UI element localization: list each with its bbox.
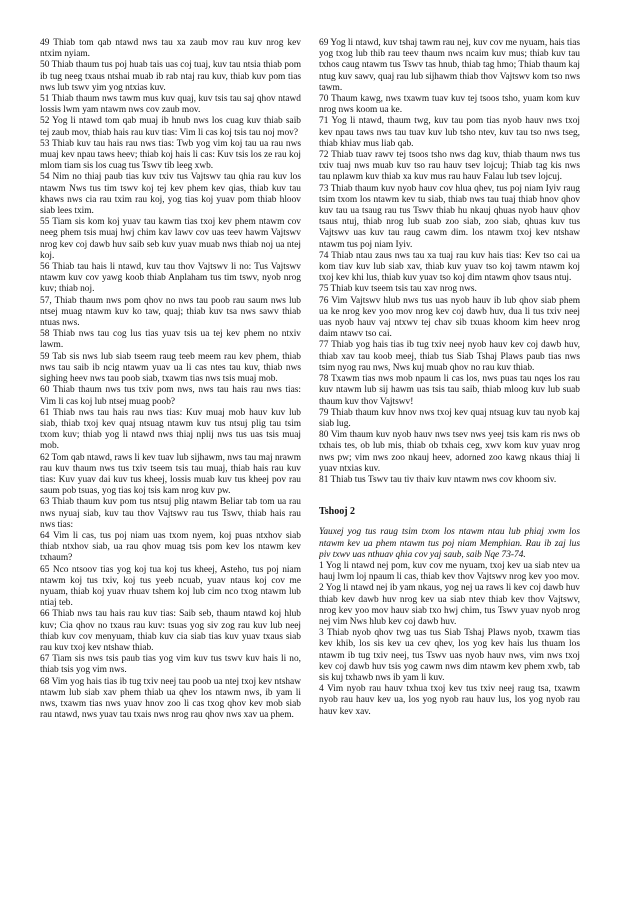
verse: 77 Thiab yog hais tias ib tug txiv neej nyob hauv kev coj dawb huv, thiab xav tau koob meej, thiab tus Siab Tshaj Plaws paub tias nws tsim nyog rau nws, Nws kuj muab qhov no rau kuv thiab. (319, 340, 580, 373)
verse: 75 Thiab kuv tseem tsis tau xav nrog nws. (319, 284, 477, 295)
chapter-title: Tshooj 2 (319, 506, 356, 518)
verse: 71 Yog li ntawd, thaum twg, kuv tau pom tias nyob hauv nws txoj kev npau taws nws tau tuav kuv lub tsho ntev, kuv tau tso nws tseg, thiab khiav mus liab qab. (319, 116, 580, 149)
verse: 50 Thiab thaum tus poj huab tais uas coj tuaj, kuv tau ntsia thiab pom ib tug neeg txaus ntshai muab ib rab ntaj rau kuv, thiab kuv pom tias nws lub tswv yim yog ntxias kuv. (40, 60, 301, 93)
right-column (319, 38, 580, 902)
verse: 63 Thiab thaum kuv pom tus ntsuj plig ntawm Beliar tab tom ua rau nws nyuaj siab, kuv tau thov Vajtswv rau tus Tswv, thiab hais rau nws tias: (40, 497, 301, 530)
verse: 54 Nim no thiaj paub tias kuv txiv tus Vajtswv tau qhia rau kuv los ntawm Nws tus tim tswv koj tej kev phem kev qias, thiab kuv tau khaws nws cia rau txim rau koj, yog tias koj yuav pom thiab hloov siab lees txim. (40, 172, 301, 217)
chapter-intro: Yauxej yog tus raug tsim txom los ntawm ntau lub phiaj xwm los ntawm kev ua phem ntawm tus poj niam Memphian. Rau ib zaj lus piv txwv uas nthuav qhia cov yaj saub, saib Nqe 73-74. (319, 527, 580, 560)
verse: 49 Thiab tom qab ntawd nws tau xa zaub mov rau kuv nrog kev ntxim nyiam. (40, 38, 301, 60)
verse: 81 Thiab tus Tswv tau tiv thaiv kuv ntawm nws cov khoom siv. (319, 474, 557, 485)
verse: 2 Yog li ntawd nej ib yam nkaus, yog nej ua raws li kev coj dawb huv thiab kev dawb huv nrog kev ua siab ntev thiab kev thov Vajtswv, nrog kev yoo mov hauv siab txo hwj chim, tus Tswv yuav nyob nrog nej vim Nws hlub kev coj dawb huv. (319, 583, 580, 627)
verse: 65 Nco ntsoov tias yog koj tua koj tus kheej, Asteho, tus poj niam ntawm koj tus txiv, koj tus yeeb ncuab, yuav ntaus koj cov me nyuam, thiab koj yuav rhuav tshem koj lub cim nco txog ntawm lub ntiaj teb. (40, 564, 301, 609)
verse: 69 Yog li ntawd, kuv tshaj tawm rau nej, kuv cov me nyuam, hais tias yog txog lub thib rau teev thaum nws ncaim kuv mus; thiab kuv tau txhos caug ntawm tus Tswv tas hnub, thiab tag hmo; Thiab thaum kaj ntug kuv sawv, quaj rau lub sijhawm thiab thov Vajtswv kom tso nws tawm. (319, 38, 580, 93)
verse: 74 Thiab ntau zaus nws tau xa tuaj rau kuv hais tias: Kev tso cai ua kom tiav kuv lub siab xav, thiab kuv yuav tso koj tawm ntawm koj txoj kev khi lus, thiab kuv yuav tso koj dim ntawm qhov tsaus ntuj. (319, 250, 580, 284)
verse: 3 Thiab nyob qhov twg uas tus Siab Tshaj Plaws nyob, txawm tias kev khib, los sis kev ua cev qhev, los yog kev hais lus thuam los ntawm ib tug txiv neej, tus Tswv uas nyob hauv nws, vim nws txoj kev coj dawb huv tsis yog cawm nws dim ntawm kev phem xwb, tab sis kuj txhawb nws ib yam li kuv. (319, 628, 580, 683)
verse: 58 Thiab nws tau cog lus tias yuav tsis ua tej kev phem no ntxiv lawm. (40, 329, 301, 351)
left-column (40, 38, 301, 902)
verse: 72 Thiab tuav rawv tej tsoos tsho nws dag kuv, thiab thaum nws tus txiv tuaj nws muab kuv tso rau hauv tsev lojcuj; Thiab tag kis nws tau nplawm kuv thiab xa kuv mus rau hauv Falau lub tsev lojcuj. (319, 150, 580, 183)
verse: 1 Yog li ntawd nej pom, kuv cov me nyuam, txoj kev ua siab ntev ua hauj lwm loj npaum li cas, thiab kev thov Vajtswv nrog kev yoo mov. (319, 560, 580, 583)
verse: 56 Thiab tau hais li ntawd, kuv tau thov Vajtswv li no: Tus Vajtswv ntawm kuv cov yawg koob thiab Anplaham tus tim tswv, nyob nrog kuv; thiab noj. (40, 262, 301, 295)
verse: 80 Vim thaum kuv nyob hauv nws tsev nws yeej tsis kam ris nws ob txhais tes, ob lub mis, thiab ob txhais ceg, xwv kom kuv yuav nrog nws pw; vim nws zoo nkauj heev, adorned zoo kawg nkaus thiaj li yuav ntxias kuv. (319, 430, 580, 474)
verse: 57, Thiab thaum nws pom qhov no nws tau poob rau saum nws lub ntsej muag ntawm kuv ko taw, quaj; thiab kuv tsa nws sawv thiab ntuas nws. (40, 295, 301, 329)
verse: 76 Vim Vajtswv hlub nws tus uas nyob hauv ib lub qhov siab phem ua ke nrog kev yoo mov nrog kev coj dawb huv, dua li tus txiv neej uas nyob hauv vaj ntxwv tej chav sib txuas khoom kim heev nrog daim ntawv tso cai. (319, 295, 580, 340)
verse: 79 Thiab thaum kuv hnov nws txoj kev quaj ntsuag kuv tau nyob kaj siab lug. (319, 407, 580, 429)
verse: 4 Vim nyob rau hauv txhua txoj kev tus txiv neej raug tsa, txawm nyob rau hauv kev ua, los yog nyob rau hauv lus, los yog nyob rau hauv kev xav. (319, 684, 580, 717)
verse: 59 Tab sis nws lub siab tseem raug teeb meem rau kev phem, thiab nws tau saib ib ncig ntawm yuav ua li cas ntes tau kuv, thiab nws sighing heev nws tau poob siab, txawm tias nws tsis muaj mob. (40, 351, 301, 385)
verse: 62 Tom qab ntawd, raws li kev tuav lub sijhawm, nws tau maj nrawm rau kuv thaum nws tus txiv tseem tsis tau muaj, thiab hais rau kuv tias: Kuv yuav dai kuv tus kheej, lossis muab kuv tus kheej pov rau saum pob tsuas, yog tias koj tsis kam nrog kuv pw. (40, 452, 301, 497)
verse: 53 Thiab kuv tau hais rau nws tias: Twb yog vim koj tau ua rau nws muaj kev npau taws heev; thiab koj hais li cas: Kuv tsis los ze rau koj mlom tiam sis los cuag tus Tswv tib leeg xwb. (40, 138, 301, 172)
verse: 66 Thiab nws tau hais rau kuv tias: Saib seb, thaum ntawd koj hlub kuv; Cia qhov no txaus rau kuv: tsuas yog siv zog rau kuv lub neej thiab kuv cov menyuam, thiab kuv cia siab tias kuv yuav txaus siab rau kuv txoj kev ntshaw thiab. (40, 609, 301, 653)
verse: 64 Vim li cas, tus poj niam uas txom nyem, koj puas ntxhov siab thiab ntxhov siab, ua rau qhov muag tsis pom kev los ntawm kev txhaum? (40, 530, 301, 564)
verse: 52 Yog li ntawd tom qab muaj ib hnub nws los cuag kuv thiab saib tej zaub mov, thiab hais rau kuv tias: Vim li cas koj tsis tau noj mov? (40, 116, 301, 138)
verse: 78 Txawm tias nws mob npaum li cas los, nws puas tau nqes los rau kuv ntawm lub sij hawm uas tsis tau saib, thiab mloog kuv lub suab thaum kuv thov Vajtswv! (319, 374, 580, 407)
verse: 61 Thiab nws tau hais rau nws tias: Kuv muaj mob hauv kuv lub siab, thiab txoj kev quaj ntsuag ntawm kuv tus ntsuj plig tau tsim txom kuv; thiab yog li ntawd nws thiaj nplij nws tus uas tsis muaj mob. (40, 407, 301, 452)
verse: 73 Thiab thaum kuv nyob hauv cov hlua qhev, tus poj niam Iyiv raug tsim txom los ntawm kev tu siab, thiab nws tau tuaj thiab hnov qhov kuv tau ua tsaug rau tus Tswv thiab hu nkauj qhuas nyob hauv qhov tsaus ntuj, thiab nrog lub suab zoo siab, zoo siab, qhuas kuv tus Vajtswv uas kuv tau raug cawm dim. los ntawm txoj kev ntshaw ntawm tus poj niam Iyiv. (319, 183, 580, 250)
verse: 60 Thiab thaum nws tus txiv pom nws, nws tau hais rau nws tias: Vim li cas koj lub ntsej muag poob? (40, 385, 301, 407)
verse: 67 Tiam sis nws tsis paub tias yog vim kuv tus tswv kuv hais li no, thiab tsis yog vim nws. (40, 654, 301, 676)
verse: 55 Tiam sis kom koj yuav tau kawm tias txoj kev phem ntawm cov neeg phem tsis muaj hwj chim kav lawv cov uas teev hawm Vajtswv nrog kev coj dawb huv saib seb kuv yuav muab nws thiab noj ua ntej koj. (40, 217, 301, 261)
verse: 68 Vim yog hais tias ib tug txiv neej tau poob ua ntej txoj kev ntshaw ntawm lub siab xav phem thiab ua qhev los ntawm nws, ib yam li nws, txawm tias nws yuav hnov zoo li cas txog qhov kev mob siab rau ntawd, nws yuav tau txais nws nrog rau qhov nws xav ua phem. (40, 676, 301, 721)
verse: 51 Thiab thaum nws tawm mus kuv quaj, kuv tsis tau saj qhov ntawd lossis lwm yam ntawm nws cov zaub mov. (40, 94, 301, 116)
verse: 70 Thaum kawg, nws txawm tuav kuv tej tsoos tsho, yuam kom kuv nrog nws koom ua ke. (319, 94, 580, 116)
